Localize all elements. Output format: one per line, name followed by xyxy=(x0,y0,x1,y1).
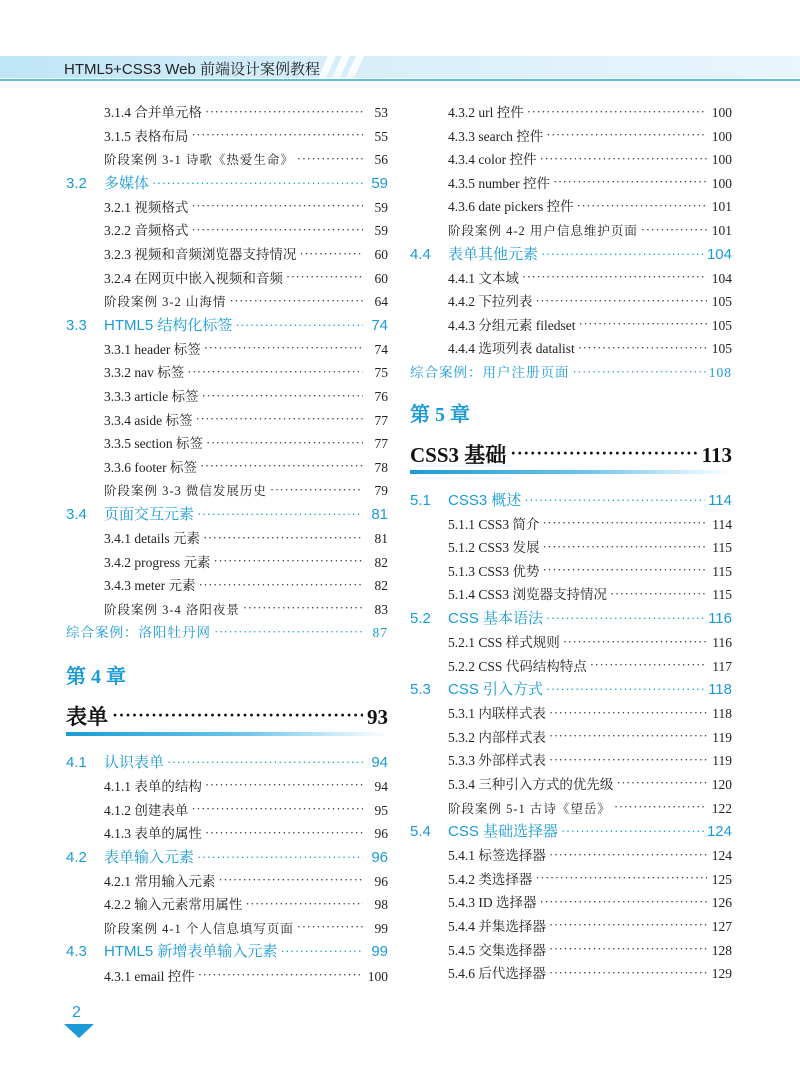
toc-label: 5.4.2 类选择器 xyxy=(448,871,533,887)
toc-page: 105 xyxy=(711,294,732,310)
leader-dots xyxy=(535,293,707,307)
toc-page: 82 xyxy=(374,554,388,570)
toc-page: 120 xyxy=(711,776,732,792)
toc-subsection xyxy=(66,959,388,983)
toc-label: 阶段案例 3-3 微信发展历史 xyxy=(104,484,267,499)
toc-label: 4.2 表单输入元素 xyxy=(66,848,195,866)
toc-section xyxy=(66,841,388,865)
toc-page: 59 xyxy=(374,223,388,239)
toc-page: 74 xyxy=(371,316,388,334)
leader-dots xyxy=(187,364,363,378)
leader-dots xyxy=(549,917,707,931)
chapter-title: 表单 xyxy=(66,704,108,729)
leader-dots xyxy=(540,894,708,908)
toc-page: 116 xyxy=(708,609,732,627)
toc-page: 114 xyxy=(708,491,732,509)
toc-label: 5.2.1 CSS 样式规则 xyxy=(448,635,560,650)
toc-page: 56 xyxy=(374,152,388,168)
toc-subsection xyxy=(410,886,732,910)
toc-label: 4.4 表单其他元素 xyxy=(410,245,539,263)
leader-dots xyxy=(299,246,363,260)
toc-subsection xyxy=(410,839,732,863)
toc-label: 4.4.3 分组元素 filedset xyxy=(448,317,576,333)
toc-page: 95 xyxy=(374,802,388,818)
leader-dots xyxy=(543,539,707,553)
toc-page: 126 xyxy=(711,895,732,911)
toc-label: 3.2.4 在网页中嵌入视频和音频 xyxy=(104,270,283,286)
toc-subsection xyxy=(410,332,732,356)
toc-label: 3.4 页面交互元素 xyxy=(66,505,195,523)
leader-dots xyxy=(546,681,705,695)
toc-label: 5.3 CSS 引入方式 xyxy=(410,681,544,699)
toc-page: 74 xyxy=(374,341,388,357)
chapter-page: 93 xyxy=(367,704,388,729)
toc-label: 4.3.3 search 控件 xyxy=(448,128,544,144)
toc-subsection xyxy=(410,167,732,191)
leader-dots xyxy=(561,823,704,837)
leader-dots xyxy=(549,941,707,955)
leader-dots xyxy=(197,849,363,863)
toc-section-number: 4.2 xyxy=(66,848,87,866)
toc-section xyxy=(410,484,732,508)
leader-dots xyxy=(191,222,363,236)
toc-page: 118 xyxy=(708,681,732,699)
leader-dots xyxy=(577,198,707,212)
toc-subsection xyxy=(66,238,388,262)
leader-dots xyxy=(553,174,707,188)
leader-dots xyxy=(167,754,363,768)
toc-section xyxy=(66,309,388,333)
book-title: HTML5+CSS3 Web 前端设计案例教程 xyxy=(64,61,321,78)
leader-dots xyxy=(522,269,707,283)
leader-dots xyxy=(297,151,363,165)
toc-subsection xyxy=(410,531,732,555)
leader-dots xyxy=(540,151,708,165)
toc-page: 128 xyxy=(711,942,732,958)
toc-label: 5.4 CSS 基础选择器 xyxy=(410,823,559,841)
toc-subsection xyxy=(410,578,732,602)
toc-page: 96 xyxy=(374,873,388,889)
toc-subsection xyxy=(410,744,732,768)
leader-dots xyxy=(524,492,705,506)
toc-right-column xyxy=(410,96,732,981)
toc-label: 5.3.1 内联样式表 xyxy=(448,706,546,722)
toc-page: 99 xyxy=(371,943,388,961)
toc-label: 4.3.5 number 控件 xyxy=(448,175,550,191)
chapter-title-row xyxy=(66,692,388,728)
toc-page: 87 xyxy=(372,625,388,641)
toc-label: 3.2.1 视频格式 xyxy=(104,199,189,215)
toc-subsection xyxy=(410,933,732,957)
toc-section xyxy=(410,602,732,626)
toc-label: 阶段案例 4-1 个人信息填写页面 xyxy=(104,921,294,936)
toc-subsection xyxy=(410,143,732,167)
toc-page: 117 xyxy=(712,658,732,674)
toc-page: 75 xyxy=(374,365,388,381)
toc-label: 5.3.4 三种引入方式的优先级 xyxy=(448,776,614,792)
leader-dots xyxy=(205,777,363,791)
leader-dots xyxy=(610,586,707,600)
toc-label: 4.3.4 color 控件 xyxy=(448,152,537,168)
leader-dots xyxy=(198,967,363,981)
leader-dots xyxy=(510,446,697,462)
toc-subsection xyxy=(410,190,732,214)
toc-label: 阶段案例 3-4 洛阳夜景 xyxy=(104,602,240,617)
toc-label: 3.1.4 合并单元格 xyxy=(104,105,202,121)
toc-subsection xyxy=(66,865,388,889)
toc-label: 5.1.2 CSS3 发展 xyxy=(448,540,540,556)
toc-page: 82 xyxy=(374,578,388,594)
toc-stage-case xyxy=(66,474,388,498)
leader-dots xyxy=(549,705,707,719)
toc-label: 4.4.4 选项列表 datalist xyxy=(448,341,575,357)
toc-label: 5.4.3 ID 选择器 xyxy=(448,895,537,911)
toc-label: 5.4.1 标签选择器 xyxy=(448,848,546,864)
toc-page: 77 xyxy=(374,436,388,452)
toc-subsection xyxy=(66,380,388,404)
toc-page: 119 xyxy=(712,753,732,769)
toc-subsection xyxy=(410,957,732,981)
toc-page: 79 xyxy=(374,483,388,499)
leader-dots xyxy=(198,577,363,591)
chapter-page: 113 xyxy=(701,442,732,467)
leader-dots xyxy=(191,127,363,141)
leader-dots xyxy=(549,728,707,742)
toc-page: 124 xyxy=(706,823,732,841)
leader-dots xyxy=(549,752,707,766)
leader-dots xyxy=(203,530,363,544)
toc-page: 124 xyxy=(711,848,732,864)
toc-section-number: 5.2 xyxy=(410,609,431,627)
toc-section xyxy=(66,746,388,770)
toc-label: 4.4.2 下拉列表 xyxy=(448,294,533,310)
leader-dots xyxy=(229,293,363,307)
toc-section-number: 3.2 xyxy=(66,174,87,192)
toc-label: 3.3.4 aside 标签 xyxy=(104,412,193,428)
leader-dots xyxy=(297,919,363,933)
toc-page: 96 xyxy=(371,848,388,866)
toc-section xyxy=(410,815,732,839)
leader-dots xyxy=(614,799,707,813)
toc-label: 阶段案例 3-2 山海情 xyxy=(104,295,227,310)
toc-page: 129 xyxy=(711,966,732,982)
toc-page: 81 xyxy=(371,505,388,523)
toc-subsection xyxy=(66,404,388,428)
toc-page: 100 xyxy=(367,968,388,984)
toc-page: 60 xyxy=(374,270,388,286)
toc-label: 4.4.1 文本域 xyxy=(448,270,519,286)
toc-subsection xyxy=(410,309,732,333)
toc-section xyxy=(66,935,388,959)
toc-page: 118 xyxy=(712,706,732,722)
leader-dots xyxy=(245,896,363,910)
toc-subsection xyxy=(66,451,388,475)
toc-label: 3.2 多媒体 xyxy=(66,174,150,192)
toc-label: 3.4.1 details 元素 xyxy=(104,531,200,546)
leader-dots xyxy=(546,127,707,141)
toc-label: 5.4.6 后代选择器 xyxy=(448,966,546,982)
toc-page: 94 xyxy=(374,778,388,794)
toc-label: 5.1.3 CSS3 优势 xyxy=(448,563,540,579)
toc-label: 5.1 CSS3 概述 xyxy=(410,491,522,509)
toc-label: 5.1.1 CSS3 简介 xyxy=(448,516,540,532)
toc-page: 108 xyxy=(708,365,732,381)
leader-dots xyxy=(590,657,707,671)
toc-page: 100 xyxy=(711,105,732,121)
toc-label: 3.1.5 表格布局 xyxy=(104,128,189,144)
toc-label: 3.4.3 meter 元素 xyxy=(104,578,196,594)
toc-subsection xyxy=(410,863,732,887)
toc-page: 94 xyxy=(371,753,388,771)
toc-page: 55 xyxy=(374,128,388,144)
toc-subsection xyxy=(66,356,388,380)
toc-page: 104 xyxy=(706,245,732,263)
toc-label: 4.3 HTML5 新增表单输入元素 xyxy=(66,943,278,961)
toc-label: 3.2.2 音频格式 xyxy=(104,223,189,239)
toc-page: 122 xyxy=(711,800,732,816)
header-line xyxy=(0,79,800,81)
toc-label: 综合案例：用户注册页面 xyxy=(410,365,570,381)
toc-page: 64 xyxy=(374,294,388,310)
leader-dots xyxy=(204,340,363,354)
chapter-rule xyxy=(66,732,388,736)
toc-label: 3.4.2 progress 元素 xyxy=(104,554,211,570)
toc-subsection xyxy=(66,333,388,357)
toc-subsection xyxy=(410,508,732,532)
toc-section-number: 4.1 xyxy=(66,753,87,771)
toc-label: 5.4.4 并集选择器 xyxy=(448,918,546,934)
toc-section-number: 4.4 xyxy=(410,245,431,263)
leader-dots xyxy=(214,624,363,638)
toc-left-column xyxy=(66,96,388,983)
toc-subsection xyxy=(66,817,388,841)
leader-dots xyxy=(546,610,705,624)
page-number: 2 xyxy=(72,1004,81,1021)
leader-dots xyxy=(196,411,364,425)
toc-subsection xyxy=(410,697,732,721)
toc-section-number: 5.4 xyxy=(410,823,431,841)
toc-page: 60 xyxy=(374,247,388,263)
leader-dots xyxy=(541,246,704,260)
toc-page: 59 xyxy=(371,174,388,192)
toc-subsection xyxy=(410,768,732,792)
toc-page: 115 xyxy=(712,563,732,579)
toc-subsection xyxy=(66,191,388,215)
header-stripes xyxy=(318,56,398,78)
toc-subsection xyxy=(66,770,388,794)
toc-label: 4.2.1 常用输入元素 xyxy=(104,873,216,889)
toc-page: 105 xyxy=(711,341,732,357)
leader-dots xyxy=(201,388,363,402)
toc-page: 98 xyxy=(374,897,388,913)
leader-dots xyxy=(235,317,363,331)
toc-page: 105 xyxy=(711,317,732,333)
toc-label: 4.1 认识表单 xyxy=(66,753,165,771)
toc-label: 4.1.2 创建表单 xyxy=(104,802,189,818)
toc-section xyxy=(66,167,388,191)
toc-page: 53 xyxy=(374,105,388,121)
toc-page: 101 xyxy=(711,223,732,239)
leader-dots xyxy=(280,943,363,957)
toc-subsection xyxy=(66,569,388,593)
toc-label: 4.3.6 date pickers 控件 xyxy=(448,199,574,215)
leader-dots xyxy=(549,847,707,861)
toc-page: 100 xyxy=(711,152,732,168)
toc-stage-case xyxy=(66,912,388,936)
leader-dots xyxy=(543,515,707,529)
toc-page: 96 xyxy=(374,826,388,842)
toc-subsection xyxy=(410,555,732,579)
toc-page: 81 xyxy=(374,531,388,546)
toc-subsection xyxy=(410,910,732,934)
toc-page: 77 xyxy=(374,412,388,428)
chapter-title-row xyxy=(410,430,732,466)
toc-label: 3.3.1 header 标签 xyxy=(104,341,201,357)
toc-page: 99 xyxy=(374,920,388,936)
toc-label: 4.3.2 url 控件 xyxy=(448,105,524,121)
page-header xyxy=(0,0,800,86)
toc-section xyxy=(66,498,388,522)
toc-label: 3.2.3 视频和音频浏览器支持情况 xyxy=(104,247,297,263)
toc-page: 116 xyxy=(712,635,732,650)
leader-dots xyxy=(579,316,708,330)
toc-label: 5.3.2 内部样式表 xyxy=(448,729,546,745)
toc-subsection xyxy=(410,626,732,650)
toc-subsection xyxy=(66,793,388,817)
toc-label: 4.3.1 email 控件 xyxy=(104,968,195,984)
toc-subsection xyxy=(66,214,388,238)
toc-label: 4.2.2 输入元素常用属性 xyxy=(104,897,243,913)
toc-subsection xyxy=(66,888,388,912)
toc-page: 100 xyxy=(711,128,732,144)
toc-comprehensive-case xyxy=(410,356,732,380)
toc-label: 5.1.4 CSS3 浏览器支持情况 xyxy=(448,587,608,603)
toc-subsection xyxy=(66,262,388,286)
toc-label: 3.3.5 section 标签 xyxy=(104,436,203,452)
leader-dots xyxy=(191,801,363,815)
leader-dots xyxy=(200,458,363,472)
leader-dots xyxy=(549,965,707,979)
leader-dots xyxy=(535,870,707,884)
toc-label: 5.3.3 外部样式表 xyxy=(448,753,546,769)
leader-dots xyxy=(214,553,364,567)
chapter-rule xyxy=(410,470,732,474)
toc-page: 100 xyxy=(711,175,732,191)
toc-label: 5.2.2 CSS 代码结构特点 xyxy=(448,658,587,674)
toc-page: 59 xyxy=(374,199,388,215)
toc-page: 78 xyxy=(374,459,388,475)
leader-dots xyxy=(563,634,707,648)
toc-page: 76 xyxy=(374,389,388,405)
toc-page: 127 xyxy=(711,918,732,934)
toc-stage-case xyxy=(410,214,732,238)
toc-label: 3.3.6 footer 标签 xyxy=(104,459,197,475)
toc-subsection xyxy=(410,650,732,674)
toc-label: 综合案例：洛阳牡丹网 xyxy=(66,625,211,641)
leader-dots xyxy=(543,562,707,576)
toc-stage-case xyxy=(66,593,388,617)
chapter-heading: 第 5 章 xyxy=(410,403,470,426)
chapter-title: CSS3 基础 xyxy=(410,442,507,467)
toc-label: 5.2 CSS 基本语法 xyxy=(410,609,544,627)
toc-subsection xyxy=(66,120,388,144)
toc-subsection xyxy=(410,721,732,745)
toc-section-number: 3.4 xyxy=(66,505,87,523)
toc-label: 阶段案例 3-1 诗歌《热爱生命》 xyxy=(104,153,294,168)
leader-dots xyxy=(191,198,363,212)
leader-dots xyxy=(616,775,707,789)
leader-dots xyxy=(112,708,363,724)
toc-subsection xyxy=(410,120,732,144)
toc-label: 3.3.2 nav 标签 xyxy=(104,365,185,381)
toc-label: 阶段案例 4-2 用户信息维护页面 xyxy=(448,224,638,239)
page-triangle-icon xyxy=(64,1024,94,1038)
toc-label: 阶段案例 5-1 古诗《望岳》 xyxy=(448,801,611,816)
toc-comprehensive-case xyxy=(66,616,388,640)
toc-page: 104 xyxy=(711,270,732,286)
toc-section-number: 4.3 xyxy=(66,943,87,961)
toc-section-number: 3.3 xyxy=(66,316,87,334)
leader-dots xyxy=(205,104,363,118)
chapter-heading: 第 4 章 xyxy=(66,665,126,688)
leader-dots xyxy=(270,482,363,496)
toc-subsection xyxy=(66,522,388,546)
toc-section xyxy=(410,238,732,262)
leader-dots xyxy=(197,506,363,520)
toc-label: 5.4.5 交集选择器 xyxy=(448,942,546,958)
toc-page: 125 xyxy=(711,871,732,887)
toc-page: 101 xyxy=(711,199,732,215)
toc-section xyxy=(410,673,732,697)
leader-dots xyxy=(573,364,706,378)
leader-dots xyxy=(641,222,707,236)
toc-label: 3.3 HTML5 结构化标签 xyxy=(66,316,233,334)
toc-label: 4.1.3 表单的属性 xyxy=(104,826,202,842)
toc-subsection xyxy=(410,262,732,286)
toc-page: 115 xyxy=(712,587,732,603)
leader-dots xyxy=(218,872,363,886)
toc-page: 119 xyxy=(712,729,732,745)
leader-dots xyxy=(206,435,363,449)
toc-subsection xyxy=(66,546,388,570)
leader-dots xyxy=(527,104,707,118)
toc-stage-case xyxy=(66,143,388,167)
toc-subsection xyxy=(66,427,388,451)
toc-section-number: 5.1 xyxy=(410,491,431,509)
leader-dots xyxy=(286,269,363,283)
toc-stage-case xyxy=(410,791,732,815)
toc-page: 83 xyxy=(374,601,388,617)
toc-subsection xyxy=(410,285,732,309)
toc-page: 115 xyxy=(712,540,732,556)
toc-page: 114 xyxy=(712,516,732,532)
toc-subsection xyxy=(410,96,732,120)
leader-dots xyxy=(578,340,707,354)
toc-section-number: 5.3 xyxy=(410,681,431,699)
toc-subsection xyxy=(66,96,388,120)
leader-dots xyxy=(205,825,363,839)
toc-label: 3.3.3 article 标签 xyxy=(104,389,199,405)
leader-dots xyxy=(243,600,363,614)
leader-dots xyxy=(152,175,363,189)
toc-stage-case xyxy=(66,285,388,309)
toc-label: 4.1.1 表单的结构 xyxy=(104,778,202,794)
